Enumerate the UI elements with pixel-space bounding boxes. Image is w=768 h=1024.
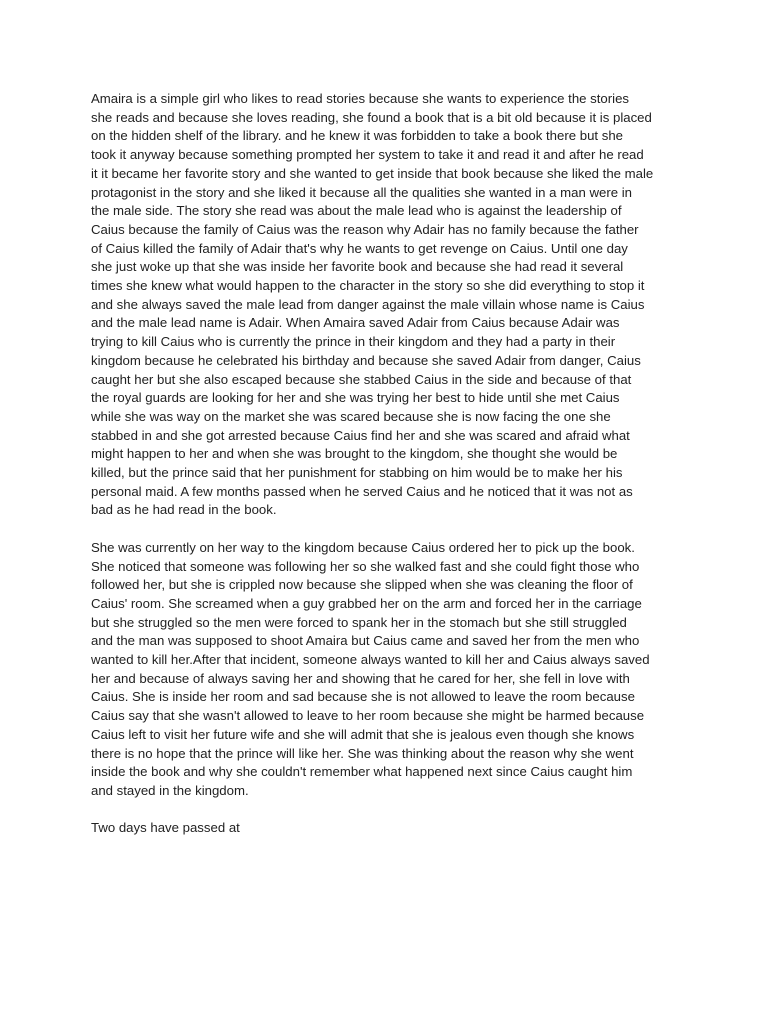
text-line: killed, but the prince said that her punishment for stabbing on him would be to make her his [91, 465, 623, 481]
text-line: personal maid. A few months passed when he served Caius and he noticed that it was not as [91, 483, 633, 499]
paragraph-3 [91, 819, 691, 838]
text-line: kingdom because he celebrated his birthday and because she saved Adair from danger, Caius [91, 352, 641, 368]
text-line: and stayed in the kingdom. [91, 783, 249, 798]
text-line: Caius. She is inside her room and sad because she is not allowed to leave the room because [91, 689, 635, 705]
text-line: there is no hope that the prince will like her. She was thinking about the reason why she went [91, 745, 634, 761]
text-line: it it became her favorite story and she wanted to get inside that book because she liked the male [91, 165, 654, 181]
text-line: Caius because the family of Caius was the reason why Adair has no family because the father [91, 221, 639, 237]
text-line: Amaira is a simple girl who likes to read stories because she wants to experience the stories [91, 91, 630, 106]
text-line: but she struggled so the men were forced to spank her in the stomach but she still struggled [91, 614, 627, 630]
text-line: caught her but she also escaped because she stabbed Caius in the side and because of that [91, 371, 632, 387]
text-line: and the man was supposed to shoot Amaira but Caius came and saved her from the men who [91, 633, 640, 649]
text-line: bad as he had read in the book. [91, 502, 277, 518]
text-line: trying to kill Caius who is currently the prince in their kingdom and they had a party in their [91, 334, 616, 350]
text-line: she reads and because she loves reading, she found a book that is a bit old because it is placed [91, 109, 652, 125]
text-line: her and because of always saving her and showing that he cared for her, she fell in love with [91, 670, 630, 686]
text-line: the royal guards are looking for her and she was trying her best to hide until she met Caius [91, 390, 620, 406]
text-line: followed her, but she is crippled now because she slipped when she was cleaning the floor of [91, 577, 633, 593]
text-line: Caius say that she wasn't allowed to leave to her room because she might be harmed because [91, 708, 645, 724]
text-line: Two days have passed at [91, 820, 240, 836]
text-line: she just woke up that she was inside her favorite book and because she had read it several [91, 259, 624, 275]
text-line: the male side. The story she read was about the male lead who is against the leadership of [91, 203, 622, 219]
text-line: She noticed that someone was following her so she walked fast and she could fight those who [91, 558, 640, 574]
paragraph-2 [91, 539, 691, 801]
text-line: and she always saved the male lead from danger against the male villain whose name is Caius [91, 296, 645, 312]
text-line: stabbed in and she got arrested because Caius find her and she was scared and afraid what [91, 427, 630, 443]
text-line: Caius' room. She screamed when a guy grabbed her on the arm and forced her in the carriage [91, 595, 642, 611]
text-line: on the hidden shelf of the library. and he knew it was forbidden to take a book there but she [91, 128, 623, 144]
text-line: She was currently on her way to the kingdom because Caius ordered her to pick up the book. [91, 539, 635, 555]
text-line: while she was way on the market she was scared because she is now facing the one she [91, 408, 611, 424]
paragraph-1 [91, 90, 691, 520]
text-line: and the male lead name is Adair. When Amaira saved Adair from Caius because Adair was [91, 315, 620, 331]
text-line: took it anyway because something prompted her system to take it and read it and after he read [91, 147, 644, 163]
text-line: inside the book and why she couldn't remember what happened next since Caius caught him [91, 764, 633, 780]
text-line: protagonist in the story and she liked it because all the qualities she wanted in a man were in [91, 184, 633, 200]
document-body [91, 90, 691, 857]
text-line: of Caius killed the family of Adair that's why he wants to get revenge on Caius. Until one day [91, 240, 628, 256]
text-line: Caius left to visit her future wife and she will admit that she is jealous even though she knows [91, 726, 635, 742]
text-line: might happen to her and when she was brought to the kingdom, she thought she would be [91, 446, 618, 462]
text-line: times she knew what would happen to the character in the story so she did everything to stop it [91, 278, 645, 294]
text-line: wanted to kill her.After that incident, someone always wanted to kill her and Caius always saved [91, 652, 650, 668]
